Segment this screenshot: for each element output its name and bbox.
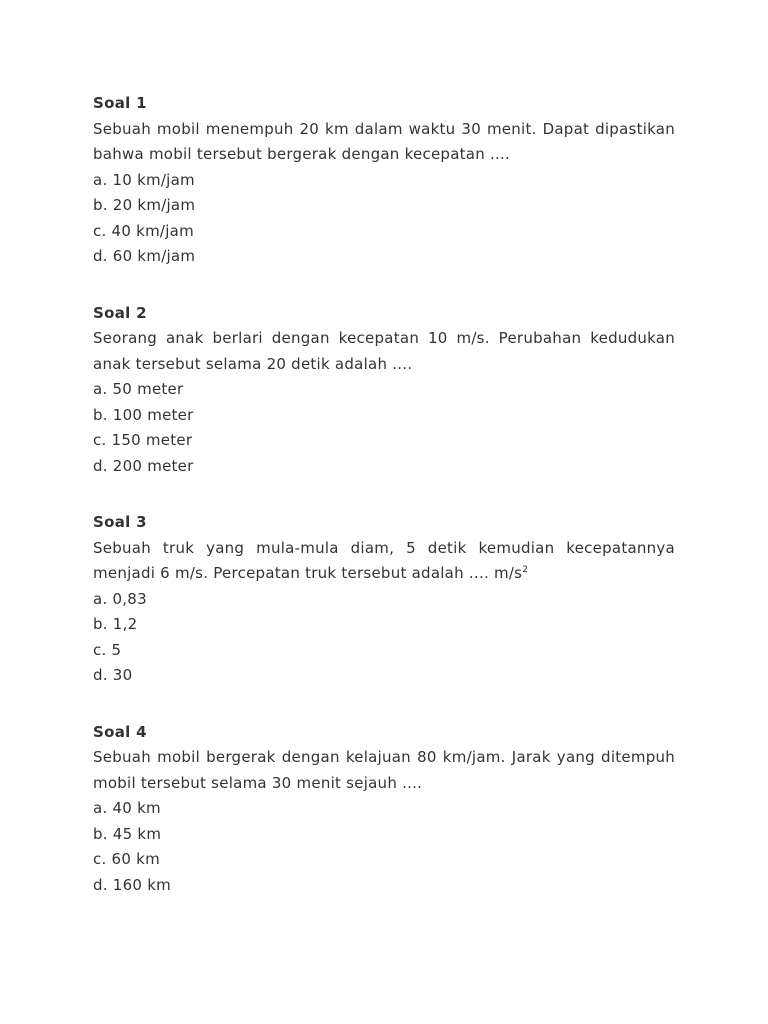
answer-option: c. 150 meter — [93, 431, 193, 449]
question-text — [93, 536, 675, 587]
answer-option: d. 30 — [93, 666, 133, 684]
question-text-segment: menjadi 6 m/s. Percepatan truk tersebut adalah .... m/s — [93, 564, 523, 582]
question-text-line — [93, 771, 675, 797]
answer-option: c. 60 km — [93, 850, 160, 868]
answer-option: c. 40 km/jam — [93, 221, 194, 240]
question-text-line: Sebuah mobil bergerak dengan kelajuan 80 km/jam. Jarak yang ditempuh — [93, 748, 675, 766]
superscript: 2 — [522, 565, 529, 575]
question-text-segment: anak tersebut selama 20 detik adalah .... — [93, 354, 413, 373]
answer-option: a. 50 meter — [93, 380, 184, 398]
question-3 — [93, 510, 675, 689]
question-title: Soal 4 — [93, 722, 147, 741]
question-text-line: Sebuah truk yang mula-mula diam, 5 detik kemudian kecepatannya — [93, 538, 675, 557]
answer-option: b. 100 meter — [93, 405, 194, 424]
question-text — [93, 326, 675, 377]
answer-option: a. 0,83 — [93, 589, 147, 608]
question-text-line — [93, 352, 675, 378]
question-text-line — [93, 561, 675, 587]
question-1 — [93, 91, 675, 270]
answer-option: c. 5 — [93, 640, 122, 659]
question-text — [93, 117, 675, 168]
answer-option: d. 200 meter — [93, 456, 194, 475]
answer-option: a. 10 km/jam — [93, 170, 195, 189]
answer-option: d. 160 km — [93, 875, 172, 894]
answer-option: b. 45 km — [93, 824, 162, 843]
document-page — [93, 91, 675, 929]
question-title: Soal 3 — [93, 513, 147, 531]
question-text-line: Seorang anak berlari dengan kecepatan 10 m/s. Perubahan kedudukan — [93, 329, 675, 347]
question-2 — [93, 301, 675, 480]
question-text — [93, 745, 675, 796]
question-title: Soal 2 — [93, 303, 147, 322]
answer-option: a. 40 km — [93, 799, 161, 817]
question-text-line: Sebuah mobil menempuh 20 km dalam waktu 30 menit. Dapat dipastikan — [93, 119, 675, 138]
question-text-segment: mobil tersebut selama 30 menit sejauh .... — [93, 773, 423, 792]
question-4 — [93, 720, 675, 899]
answer-option: b. 20 km/jam — [93, 196, 196, 214]
question-text-segment: bahwa mobil tersebut bergerak dengan kecepatan .... — [93, 145, 511, 163]
question-text-line — [93, 142, 675, 168]
question-title: Soal 1 — [93, 94, 147, 112]
answer-option: d. 60 km/jam — [93, 247, 196, 265]
answer-option: b. 1,2 — [93, 615, 138, 633]
